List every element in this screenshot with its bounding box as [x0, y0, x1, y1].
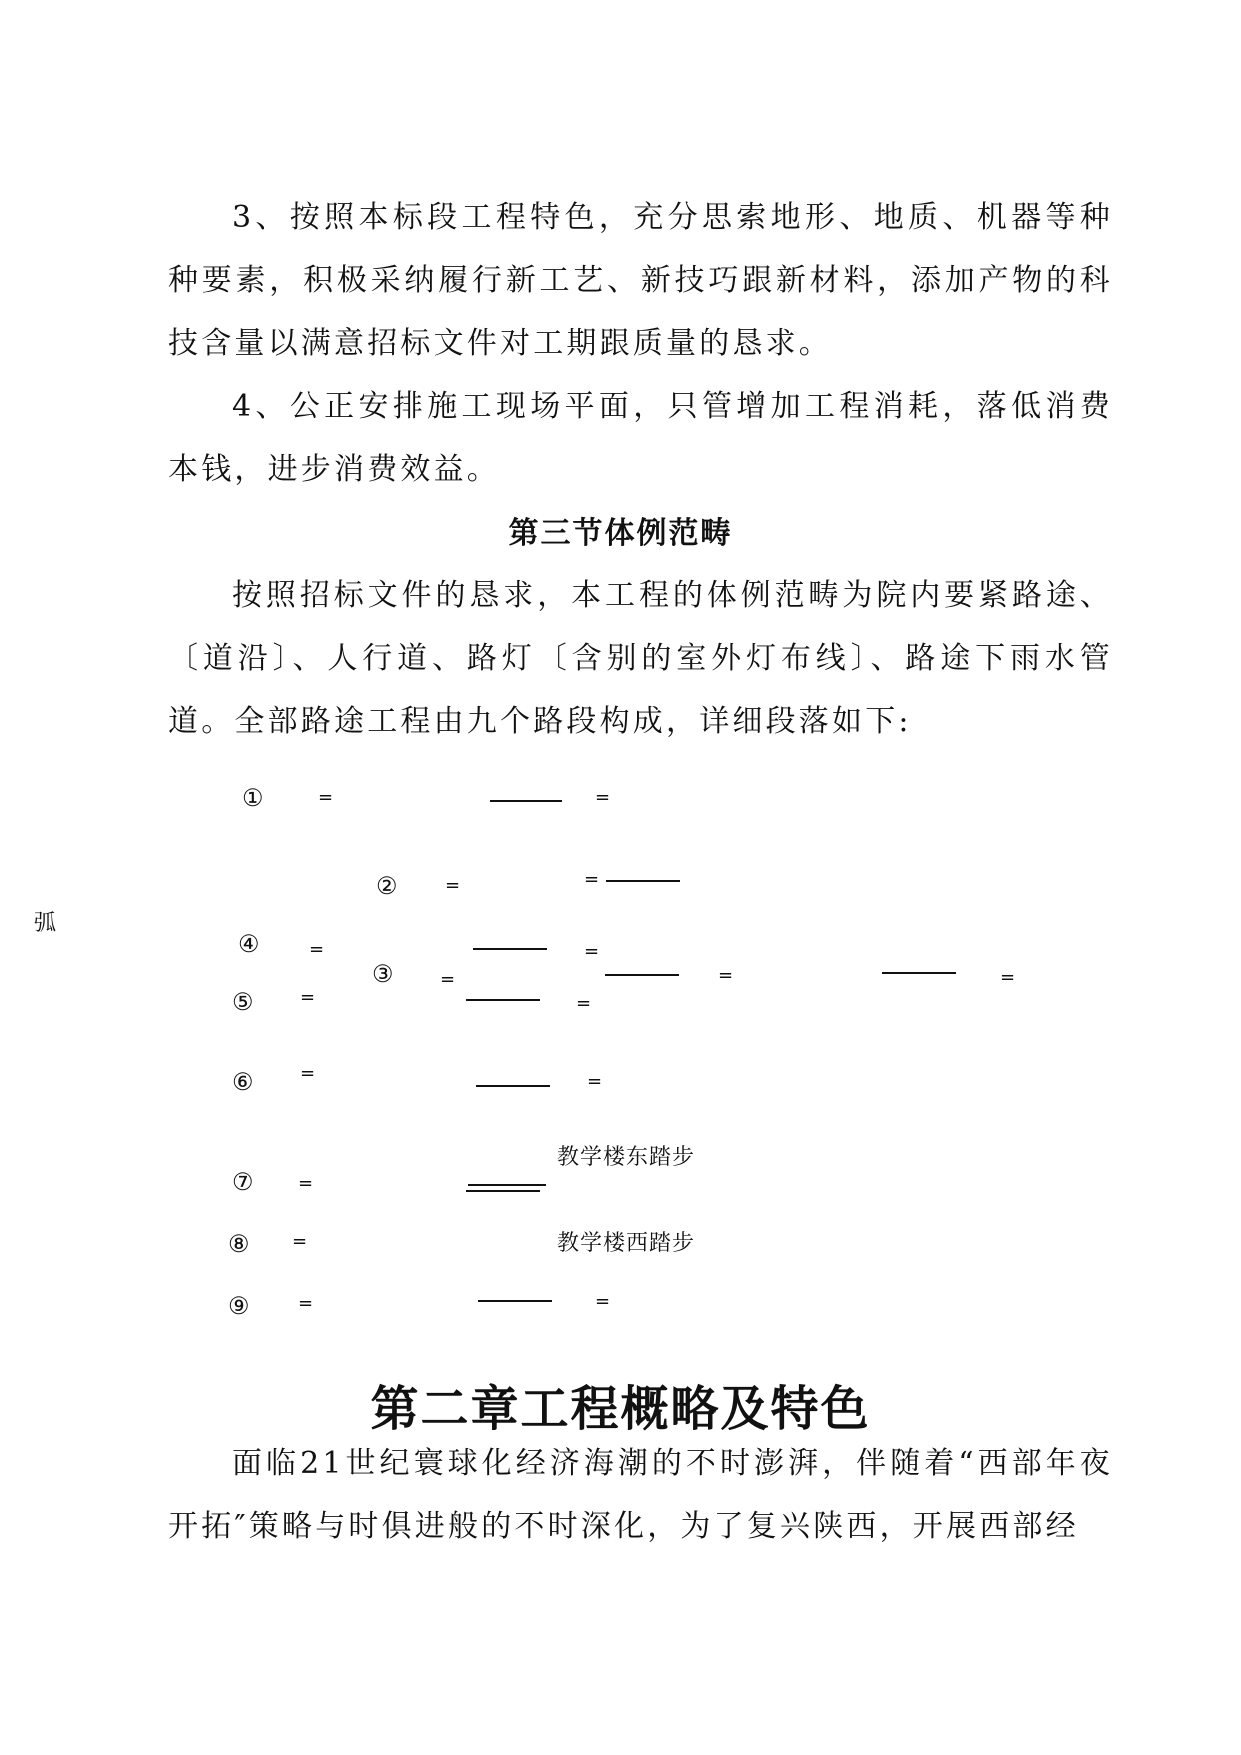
- section-title: 第三节体例范畴: [508, 516, 733, 551]
- segment-6-eq: =: [300, 1063, 316, 1084]
- segment-1-label: ①: [242, 784, 264, 812]
- segment-9-label: ⑨: [228, 1292, 250, 1320]
- segment-3-line-b: [882, 972, 956, 974]
- paragraph-item-3: 3、按照本标段工程特色，充分思索地形、地质、机器等种种要素，积极采纳履行新工艺、新技巧跟新材料，添加产物的科技含量以满意招标文件对工期跟质量的恳求。: [168, 200, 1113, 361]
- segment-7-line-a: [468, 1184, 546, 1186]
- segment-4-label: ④: [238, 930, 260, 958]
- segment-8-label: ⑧: [228, 1230, 250, 1258]
- segment-5-eq: =: [300, 987, 316, 1008]
- segment-2-label: ②: [376, 872, 398, 900]
- segment-4-eq: =: [309, 939, 325, 960]
- segment-2-line: [606, 880, 680, 882]
- scope-paragraph: 按照招标文件的恳求，本工程的体例范畴为院内要紧路途、〔道沿〕、人行道、路灯〔含别的室外灯布线〕、路途下雨水管道。全部路途工程由九个路段构成，详细段落如下:: [168, 578, 1113, 739]
- segment-3-line-a: [605, 974, 679, 976]
- segment-4-line: [473, 948, 547, 950]
- segment-4-eq2: =: [584, 941, 600, 962]
- segment-6-label: ⑥: [232, 1068, 254, 1096]
- segment-5-line: [466, 999, 540, 1001]
- segment-7-line-b: [466, 1190, 540, 1192]
- segment-6-eq2: =: [587, 1071, 603, 1092]
- chapter-title: 第二章工程概略及特色: [370, 1381, 871, 1437]
- segment-2-eq2: =: [584, 869, 600, 890]
- segment-5-eq2: =: [576, 993, 592, 1014]
- segment-7-eq: =: [298, 1173, 314, 1194]
- segment-6-line: [476, 1085, 550, 1087]
- segment-3-label: ③: [372, 960, 394, 988]
- segment-1-eq2: =: [595, 787, 611, 808]
- segment-1-line: [490, 800, 562, 802]
- segment-8-eq: =: [292, 1231, 308, 1252]
- segment-9-line: [478, 1300, 552, 1302]
- segment-5-label: ⑤: [232, 988, 254, 1016]
- intro-paragraph: 面临21世纪寰球化经济海潮的不时澎湃，伴随着“西部年夜开拓″策略与时俱进般的不时深化，为了复兴陕西，开展西部经: [168, 1446, 1113, 1544]
- margin-note: 弧: [34, 911, 57, 936]
- segment-9-eq2: =: [595, 1291, 611, 1312]
- segment-9-eq: =: [298, 1293, 314, 1314]
- segment-3-eq3: =: [1000, 967, 1016, 988]
- segment-3-eq: =: [440, 969, 456, 990]
- segment-7-label: ⑦: [232, 1168, 254, 1196]
- caption-east-steps: 教学楼东踏步: [557, 1145, 696, 1170]
- segment-2-eq: =: [445, 875, 461, 896]
- caption-west-steps: 教学楼西踏步: [557, 1231, 696, 1256]
- segment-1-eq: =: [318, 787, 334, 808]
- segment-3-eq2: =: [718, 965, 734, 986]
- paragraph-item-4: 4、公正安排施工现场平面，只管增加工程消耗，落低消费本钱，进步消费效益。: [168, 389, 1113, 487]
